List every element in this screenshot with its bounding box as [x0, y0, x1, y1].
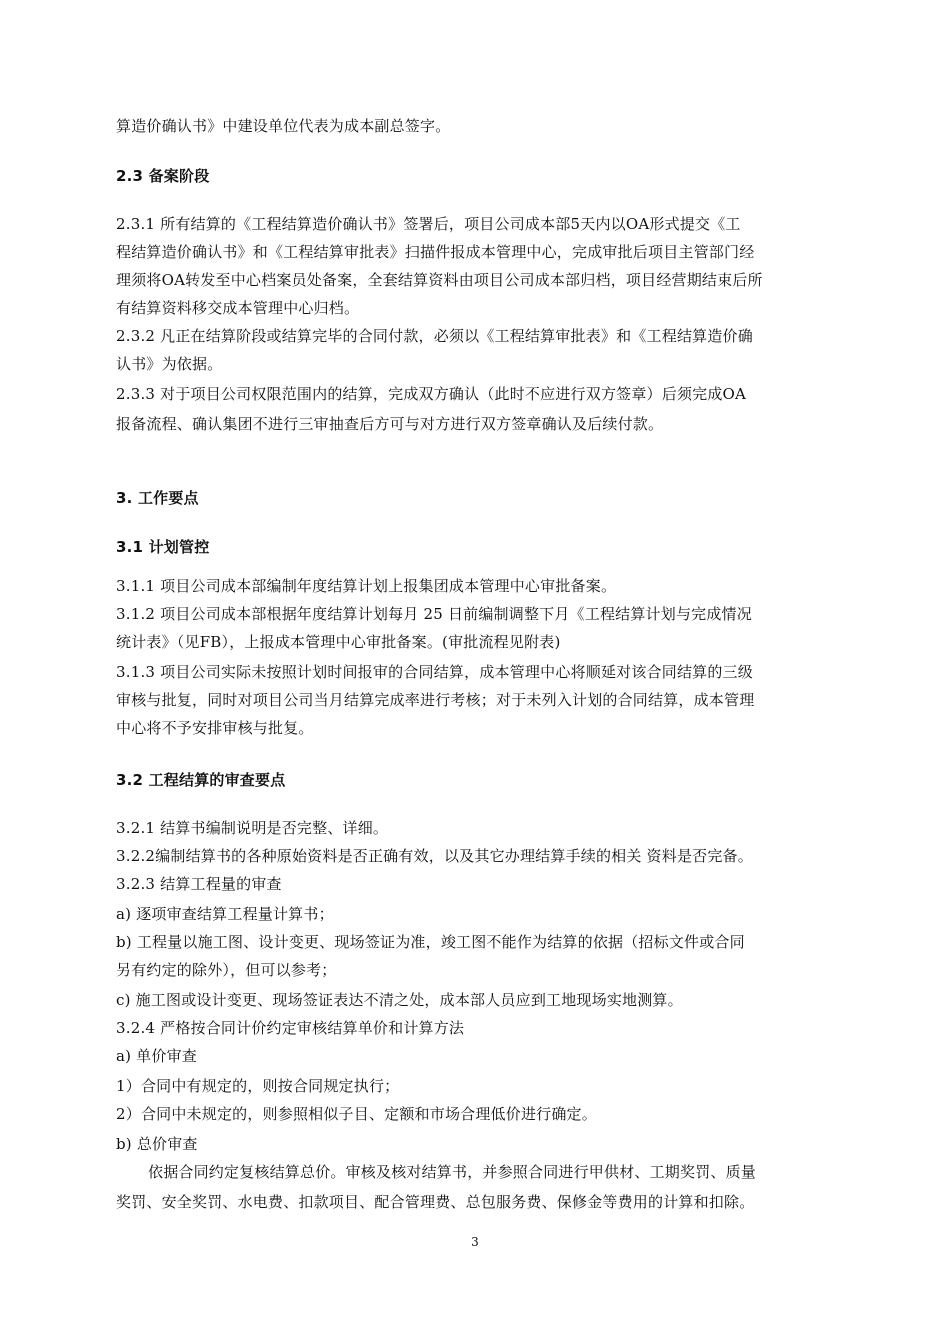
paragraph-line: 2.3.2 凡正在结算阶段或结算完毕的合同付款，必须以《工程结算审批表》和《工程结算造价确 — [116, 327, 753, 345]
paragraph-line: 3.2.4 严格按合同计价约定审核结算单价和计算方法 — [116, 1019, 465, 1037]
paragraph-line: 3.2.2编制结算书的各种原始资料是否正确有效，以及其它办理结算手续的相关 资料是否完备。 — [116, 847, 753, 865]
list-item: b) 总价审查 — [116, 1135, 198, 1153]
list-item: a) 单价审查 — [116, 1047, 197, 1065]
paragraph-line: 中心将不予安排审核与批复。 — [116, 719, 314, 737]
paragraph-line: 3.1.1 项目公司成本部编制年度结算计划上报集团成本管理中心审批备案。 — [116, 577, 617, 595]
section-heading-3: 3. 工作要点 — [116, 489, 199, 507]
paragraph-line: 3.1.3 项目公司实际未按照计划时间报审的合同结算，成本管理中心将顺延对该合同结算的三级 — [116, 663, 753, 681]
section-heading-3-1: 3.1 计划管控 — [116, 538, 210, 556]
paragraph-line: 理须将OA转发至中心档案员处备案，全套结算资料由项目公司成本部归档，项目经营期结束后所 — [116, 271, 763, 289]
paragraph-line: 3.2.3 结算工程量的审查 — [116, 875, 282, 893]
list-item: 1）合同中有规定的，则按合同规定执行； — [116, 1077, 400, 1095]
page-number: 3 — [471, 1235, 479, 1249]
paragraph-line: 程结算造价确认书》和《工程结算审批表》扫描件报成本管理中心，完成审批后项目主管部门经 — [116, 243, 755, 261]
paragraph-line: 2.3.3 对于项目公司权限范围内的结算，完成双方确认（此时不应进行双方签章）后须完成OA — [116, 385, 747, 403]
paragraph-line: 算造价确认书》中建设单位代表为成本副总签字。 — [116, 117, 451, 135]
paragraph-line: 依据合同约定复核结算总价。审核及核对结算书，并参照合同进行甲供材、工期奖罚、质量 — [148, 1163, 757, 1181]
paragraph-line: 另有约定的除外），但可以参考； — [116, 961, 337, 979]
section-heading-2-3: 2.3 备案阶段 — [116, 167, 210, 185]
paragraph-line: 2.3.1 所有结算的《工程结算造价确认书》签署后，项目公司成本部5天内以OA形式提交《工 — [116, 215, 741, 233]
paragraph-line: 认书》为依据。 — [116, 355, 223, 373]
section-heading-3-2: 3.2 工程结算的审查要点 — [116, 771, 286, 789]
list-item: a) 逐项审查结算工程量计算书； — [116, 905, 334, 923]
list-item: 2）合同中未规定的，则参照相似子目、定额和市场合理低价进行确定。 — [116, 1105, 597, 1123]
list-item: c) 施工图或设计变更、现场签证表达不清之处，成本部人员应到工地现场实地测算。 — [116, 991, 683, 1009]
paragraph-line: 奖罚、安全奖罚、水电费、扣款项目、配合管理费、总包服务费、保修金等费用的计算和扣除。 — [116, 1193, 755, 1211]
paragraph-line: 3.2.1 结算书编制说明是否完整、详细。 — [116, 819, 389, 837]
paragraph-line: 审核与批复，同时对项目公司当月结算完成率进行考核；对于未列入计划的合同结算，成本管理 — [116, 691, 755, 709]
list-item: b) 工程量以施工图、设计变更、现场签证为准，竣工图不能作为结算的依据（招标文件或合同 — [116, 933, 745, 951]
paragraph-line: 有结算资料移交成本管理中心归档。 — [116, 299, 360, 317]
paragraph-line: 统计表》（见FB），上报成本管理中心审批备案。(审批流程见附表) — [116, 633, 561, 651]
paragraph-line: 3.1.2 项目公司成本部根据年度结算计划每月 25 日前编制调整下月《工程结算计划与完成情况 — [116, 605, 752, 623]
paragraph-line: 报备流程、确认集团不进行三审抽查后方可与对方进行双方签章确认及后续付款。 — [116, 415, 664, 433]
